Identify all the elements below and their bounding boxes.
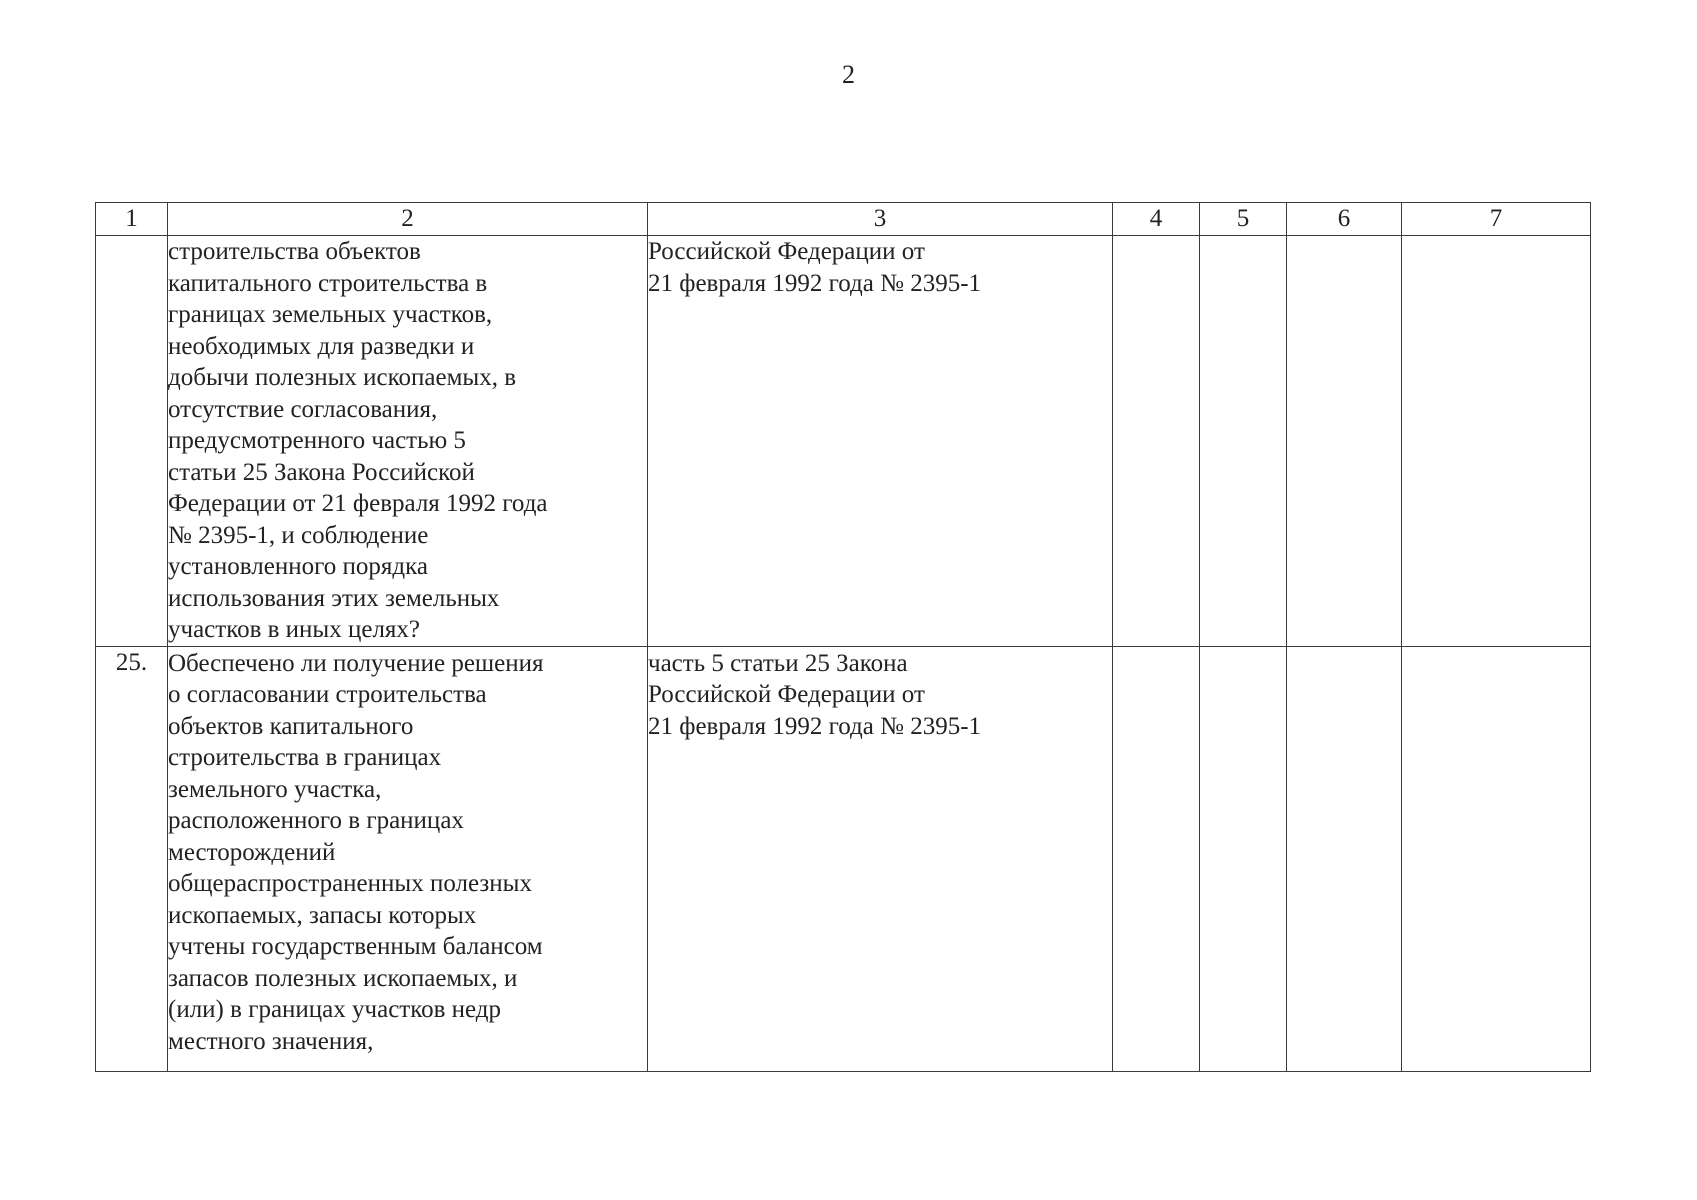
question-line: границах земельных участков,: [168, 301, 493, 328]
question-line: капитального строительства в: [168, 269, 488, 297]
column-header-4: 4: [1113, 203, 1200, 236]
table-row: [96, 236, 1591, 647]
legal-reference-cell: [648, 646, 1113, 1071]
column-header-2: 2: [168, 203, 648, 236]
reference-line: 21 февраля 1992 года № 2395-1: [648, 269, 982, 297]
question-line: месторождений: [168, 838, 336, 866]
column-header-6: 6: [1287, 203, 1402, 236]
question-line: ископаемых, запасы которых: [168, 901, 477, 929]
reference-line: 21 февраля 1992 года № 2395-1: [648, 712, 982, 740]
question-line: участков в иных целях?: [168, 616, 421, 643]
table-row: [96, 646, 1591, 1071]
header-row: [96, 203, 1591, 236]
question-line: статьи 25 Закона Российской: [168, 458, 475, 486]
answer-cell-col4: [1113, 236, 1200, 647]
question-line: строительства объектов: [168, 238, 421, 265]
answer-cell-col6: [1287, 236, 1402, 647]
question-line: использования этих земельных: [168, 584, 500, 612]
answer-cell-col5: [1200, 236, 1287, 647]
question-line: запасов полезных ископаемых, и: [168, 964, 518, 992]
question-line: отсутствие согласования,: [168, 395, 438, 423]
question-cell: [168, 646, 648, 1071]
question-line: объектов капитального: [168, 712, 414, 740]
reference-line: Российской Федерации от: [648, 238, 925, 265]
question-line: о согласовании строительства: [168, 681, 487, 708]
note-cell-col7: [1402, 236, 1591, 647]
column-header-5: 5: [1200, 203, 1287, 236]
question-line: местного значения,: [168, 1027, 374, 1055]
question-line: учтены государственным балансом: [168, 933, 543, 960]
question-line: установленного порядка: [168, 553, 428, 580]
answer-cell-col6: [1287, 646, 1402, 1071]
column-header-7: 7: [1402, 203, 1591, 236]
question-line: необходимых для разведки и: [168, 332, 475, 360]
question-line: (или) в границах участков недр: [168, 996, 502, 1023]
note-cell-col7: [1402, 646, 1591, 1071]
reference-line: Российской Федерации от: [648, 681, 925, 708]
question-line: Обеспечено ли получение решения: [168, 649, 544, 677]
checklist-table: [95, 202, 1591, 1072]
question-line: расположенного в границах: [168, 807, 464, 834]
question-line: строительства в границах: [168, 744, 442, 771]
question-line: общераспространенных полезных: [168, 870, 532, 897]
page-number: 2: [842, 60, 855, 89]
reference-line: часть 5 статьи 25 Закона: [648, 649, 908, 677]
answer-cell-col5: [1200, 646, 1287, 1071]
question-line: Федерации от 21 февраля 1992 года: [168, 490, 548, 517]
row-number: 25.: [96, 646, 168, 1071]
question-line: № 2395-1, и соблюдение: [168, 521, 429, 549]
question-line: предусмотренного частью 5: [168, 427, 466, 454]
column-header-1: 1: [96, 203, 168, 236]
answer-cell-col4: [1113, 646, 1200, 1071]
question-cell: [168, 236, 648, 647]
question-line: добычи полезных ископаемых, в: [168, 364, 517, 391]
column-header-3: 3: [648, 203, 1113, 236]
row-number: [96, 236, 168, 647]
question-line: земельного участка,: [168, 775, 382, 803]
legal-reference-cell: [648, 236, 1113, 647]
